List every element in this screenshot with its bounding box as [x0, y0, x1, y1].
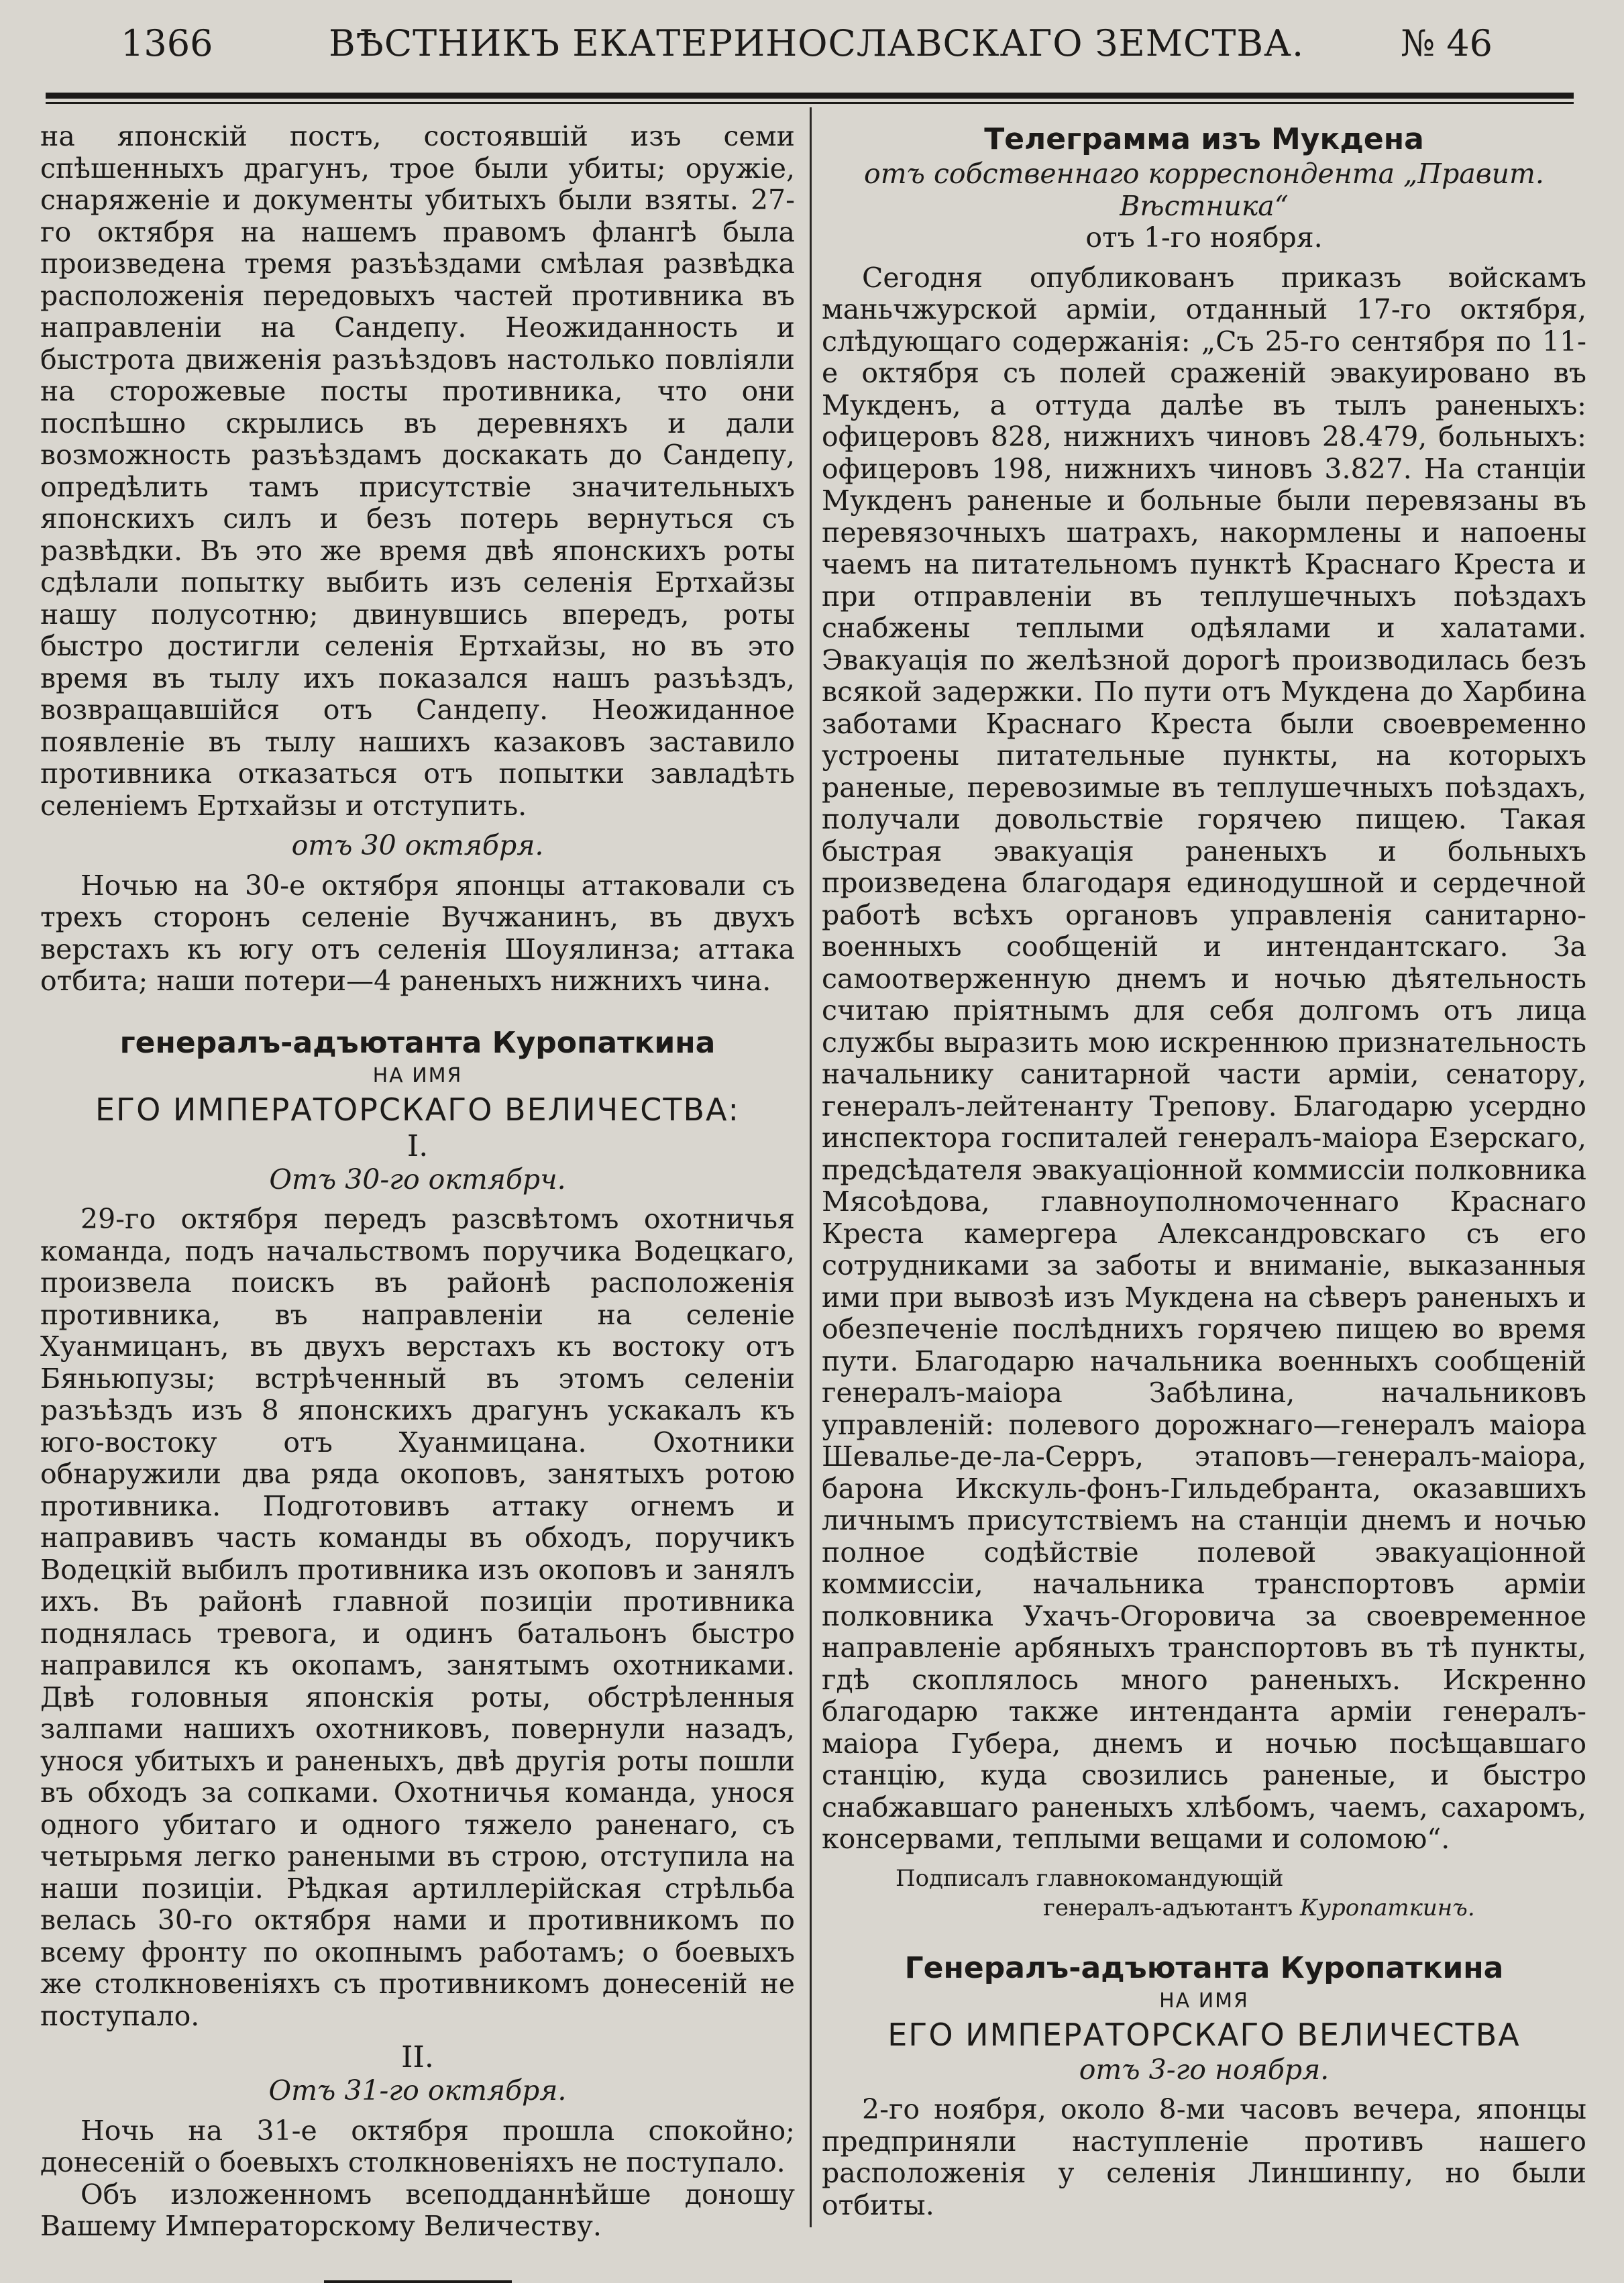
date-line-30go: Отъ 30-го октябрч.: [269, 1163, 566, 1196]
date-line-3-nov: отъ 3-го ноября.: [1079, 2053, 1330, 2086]
date-line-31go: Отъ 31-го октября.: [268, 2074, 567, 2107]
paragraph-night-attack: Ночью на 30-е октября японцы аттаковали съ трехъ сторонъ селеніе Вучжанинъ, въ двухъ верстахъ къ югу отъ селенія Шоуялинза; аттака отбита; наши потери—4 раненыхъ нижнихъ чина.: [40, 869, 795, 997]
page-header: [0, 0, 1624, 107]
signature-line-2: [822, 1893, 1586, 1923]
page-number: 1366: [121, 22, 213, 64]
signature-title: генералъ-адъютантъ: [1043, 1894, 1293, 1921]
correspondent-line: отъ собственнаго корреспондента „Правит. Вѣстника“: [864, 158, 1544, 222]
to-name-line-2: НА ИМЯ: [1159, 1988, 1249, 2013]
column-divider: [810, 107, 812, 2227]
section-heading-kuropatkin: генералъ-адъютанта Куропаткина: [119, 1025, 716, 1060]
header-rule-thick: [46, 93, 1574, 99]
paragraph-report-closing: Объ изложенномъ всеподданнѣйше доношу Вашему Императорскому Величеству.: [40, 2178, 795, 2242]
signature-name: Куропаткинъ.: [1299, 1894, 1475, 1921]
majesty-line-2: ЕГО ИМПЕРАТОРСКАГО ВЕЛИЧЕСТВА: [887, 2016, 1521, 2053]
date-line-1-nov: отъ 1-го ноября.: [1085, 221, 1323, 254]
issue-number: № 46: [1401, 22, 1493, 64]
paragraph-nov-2-attack: 2-го ноября, около 8-ми часовъ вечера, японцы предприняли наступленіе противъ нашего расположенія у селенія Линшинпу, но были отбиты.: [822, 2093, 1586, 2221]
roman-numeral-two: II.: [401, 2040, 434, 2074]
paragraph-continuation: на японскій постъ, состоявшій изъ семи спѣшенныхъ драгунъ, трое были убиты; оружіе, снаряженіе и документы убитыхъ были взяты. 27-го октября на нашемъ правомъ флангѣ была произведена тремя разъѣздами смѣлая развѣдка расположенія передовыхъ частей противника въ направленіи на Сандепу. Неожиданность и быстрота движенія разъѣздовъ настолько повліяли на сторожевые посты противника, что они поспѣшно скрылись въ деревняхъ и дали возможность разъѣздамъ доскакать до Сандепу, опредѣлить тамъ присутствіе значительныхъ японскихъ силъ и безъ потерь вернуться съ развѣдки. Въ это же время двѣ японскихъ роты сдѣлали попытку выбить изъ селенія Ертхайзы нашу полусотню; двинувшись впередъ, роты быстро достигли селенія Ертхайзы, но въ это время въ тылу ихъ показался нашъ разъѣздъ, возвращавшійся отъ Сандепу. Неожиданное появленіе въ тылу нашихъ казаковъ заставило противника отказаться отъ попытки завладѣть селеніемъ Ертхайзы и отступить.: [40, 120, 795, 822]
roman-numeral-one: I.: [407, 1128, 429, 1163]
to-name-line: НА ИМЯ: [372, 1063, 463, 1087]
date-line-30-oct: отъ 30 октября.: [291, 829, 544, 861]
signature-line-1: Подписалъ главнокомандующій: [896, 1864, 1284, 1892]
end-rule: [324, 2280, 512, 2283]
paragraph-hunters-team: 29-го октября передъ разсвѣтомъ охотничья команда, подъ начальствомъ поручика Водецкаго, произвела поискъ въ районѣ расположенія противника, въ направленіи на селеніе Хуанмицанъ, въ двухъ верстахъ къ востоку отъ Бяньюпузы; встрѣченный въ этомъ селеніи разъѣздъ изъ 8 японскихъ драгунъ ускакалъ къ юго-востоку отъ Хуанмицана. Охотники обнаружили два ряда окоповъ, занятыхъ ротою противника. Подготовивъ аттаку огнемъ и направивъ часть команды въ обходъ, поручикъ Водецкій выбилъ противника изъ окоповъ и занялъ ихъ. Въ районѣ главной позиціи противника поднялась тревога, и одинъ батальонъ быстро направился къ окопамъ, занятымъ охотниками. Двѣ головныя японскія роты, обстрѣленныя залпами нашихъ охотниковъ, повернули назадъ, унося убитыхъ и раненыхъ, двѣ другія роты пошли въ обходъ за сопками. Охотничья команда, унося одного убитаго и одного тяжело раненаго, съ четырьмя легко ранеными въ строю, отступила на наши позиціи. Рѣдкая артиллерійская стрѣльба велась 30-го октября нами и противникомъ по всему фронту по окопнымъ работамъ; о боевыхъ же столкновеніяхъ съ противникомъ донесеній не поступало.: [40, 1203, 795, 2032]
left-column: [40, 121, 795, 2283]
right-column: [822, 121, 1586, 2221]
section-heading-kuropatkin-2: Генералъ-адъютанта Куропаткина: [904, 1950, 1504, 1985]
paragraph-quiet-night: Ночь на 31-е октября прошла спокойно; донесеній о боевыхъ столкновеніяхъ не поступало.: [40, 2114, 795, 2178]
heading-telegram-mukden: Телеграмма изъ Мукдена: [984, 122, 1424, 156]
publication-title: ВѢСТНИКЪ ЕКАТЕРИНОСЛАВСКАГО ЗЕМСТВА.: [329, 22, 1305, 64]
header-rule-thin: [46, 102, 1574, 104]
majesty-line: ЕГО ИМПЕРАТОРСКАГО ВЕЛИЧЕСТВА:: [95, 1091, 741, 1128]
paragraph-army-order: Сегодня опубликованъ приказъ войскамъ маньчжурской арміи, отданный 17-го октября, слѣдующаго содержанія: „Съ 25-го сентября по 11-е октября съ полей сраженій эвакуировано въ Мукденъ, а оттуда далѣе въ тылъ раненыхъ: офицеровъ 828, нижнихъ чиновъ 28.479, больныхъ: офицеровъ 198, нижнихъ чиновъ 3.827. На станціи Мукденъ раненые и больные были перевязаны въ перевязочныхъ шатрахъ, накормлены и напоены чаемъ на питательномъ пунктѣ Краснаго Креста и при отправленіи въ теплушечныхъ поѣздахъ снабжены теплыми одѣялами и халатами. Эвакуація по желѣзной дорогѣ производилась безъ всякой задержки. По пути отъ Мукдена до Харбина заботами Краснаго Креста были своевременно устроены питательные пункты, на которыхъ раненые, перевозимые въ теплушечныхъ поѣздахъ, получали довольствіе горячею пищею. Такая быстрая эвакуація раненыхъ и больныхъ произведена благодаря единодушной и сердечной работѣ всѣхъ органовъ управленія санитарно-военныхъ сообщеній и интендантскаго. За самоотверженную днемъ и ночью дѣятельность считаю пріятнымъ для себя долгомъ отъ лица службы выразить мою искреннюю признательность начальнику санитарной части арміи, сенатору, генералъ-лейтенанту Трепову. Благодарю усердно инспектора госпиталей генералъ-маіора Езерскаго, предсѣдателя эвакуаціонной коммиссіи полковника Мясоѣдова, главноуполномоченнаго Краснаго Креста камергера Александровскаго съ его сотрудниками за заботы и вниманіе, выказанныя ими при вывозѣ изъ Мукдена на сѣверъ раненыхъ и обезпеченіе послѣднихъ горячею пищею во время пути. Благодарю начальника военныхъ сообщеній генералъ-маіора Забѣлина, начальниковъ управленій: полевого дорожнаго—генералъ маіора Шевалье-де-ла-Серръ, этаповъ—генералъ-маіора, барона Икскуль-фонъ-Гильдебранта, оказавшихъ личнымъ присутствіемъ на станціи днемъ и ночью полное содѣйствіе полевой эвакуаціонной коммиссіи, начальника транспортовъ арміи полковника Ухачъ-Огоровича за своевременное направленіе арбяныхъ транспортовъ въ тѣ пункты, гдѣ скоплялось много раненыхъ. Искренно благодарю также интенданта арміи генералъ-маіора Губера, днемъ и ночью посѣщавшаго станцію, куда свозились раненые, и быстро снабжавшаго раненыхъ хлѣбомъ, чаемъ, сахаромъ, консервами, теплыми вещами и соломою“.: [822, 261, 1586, 1855]
